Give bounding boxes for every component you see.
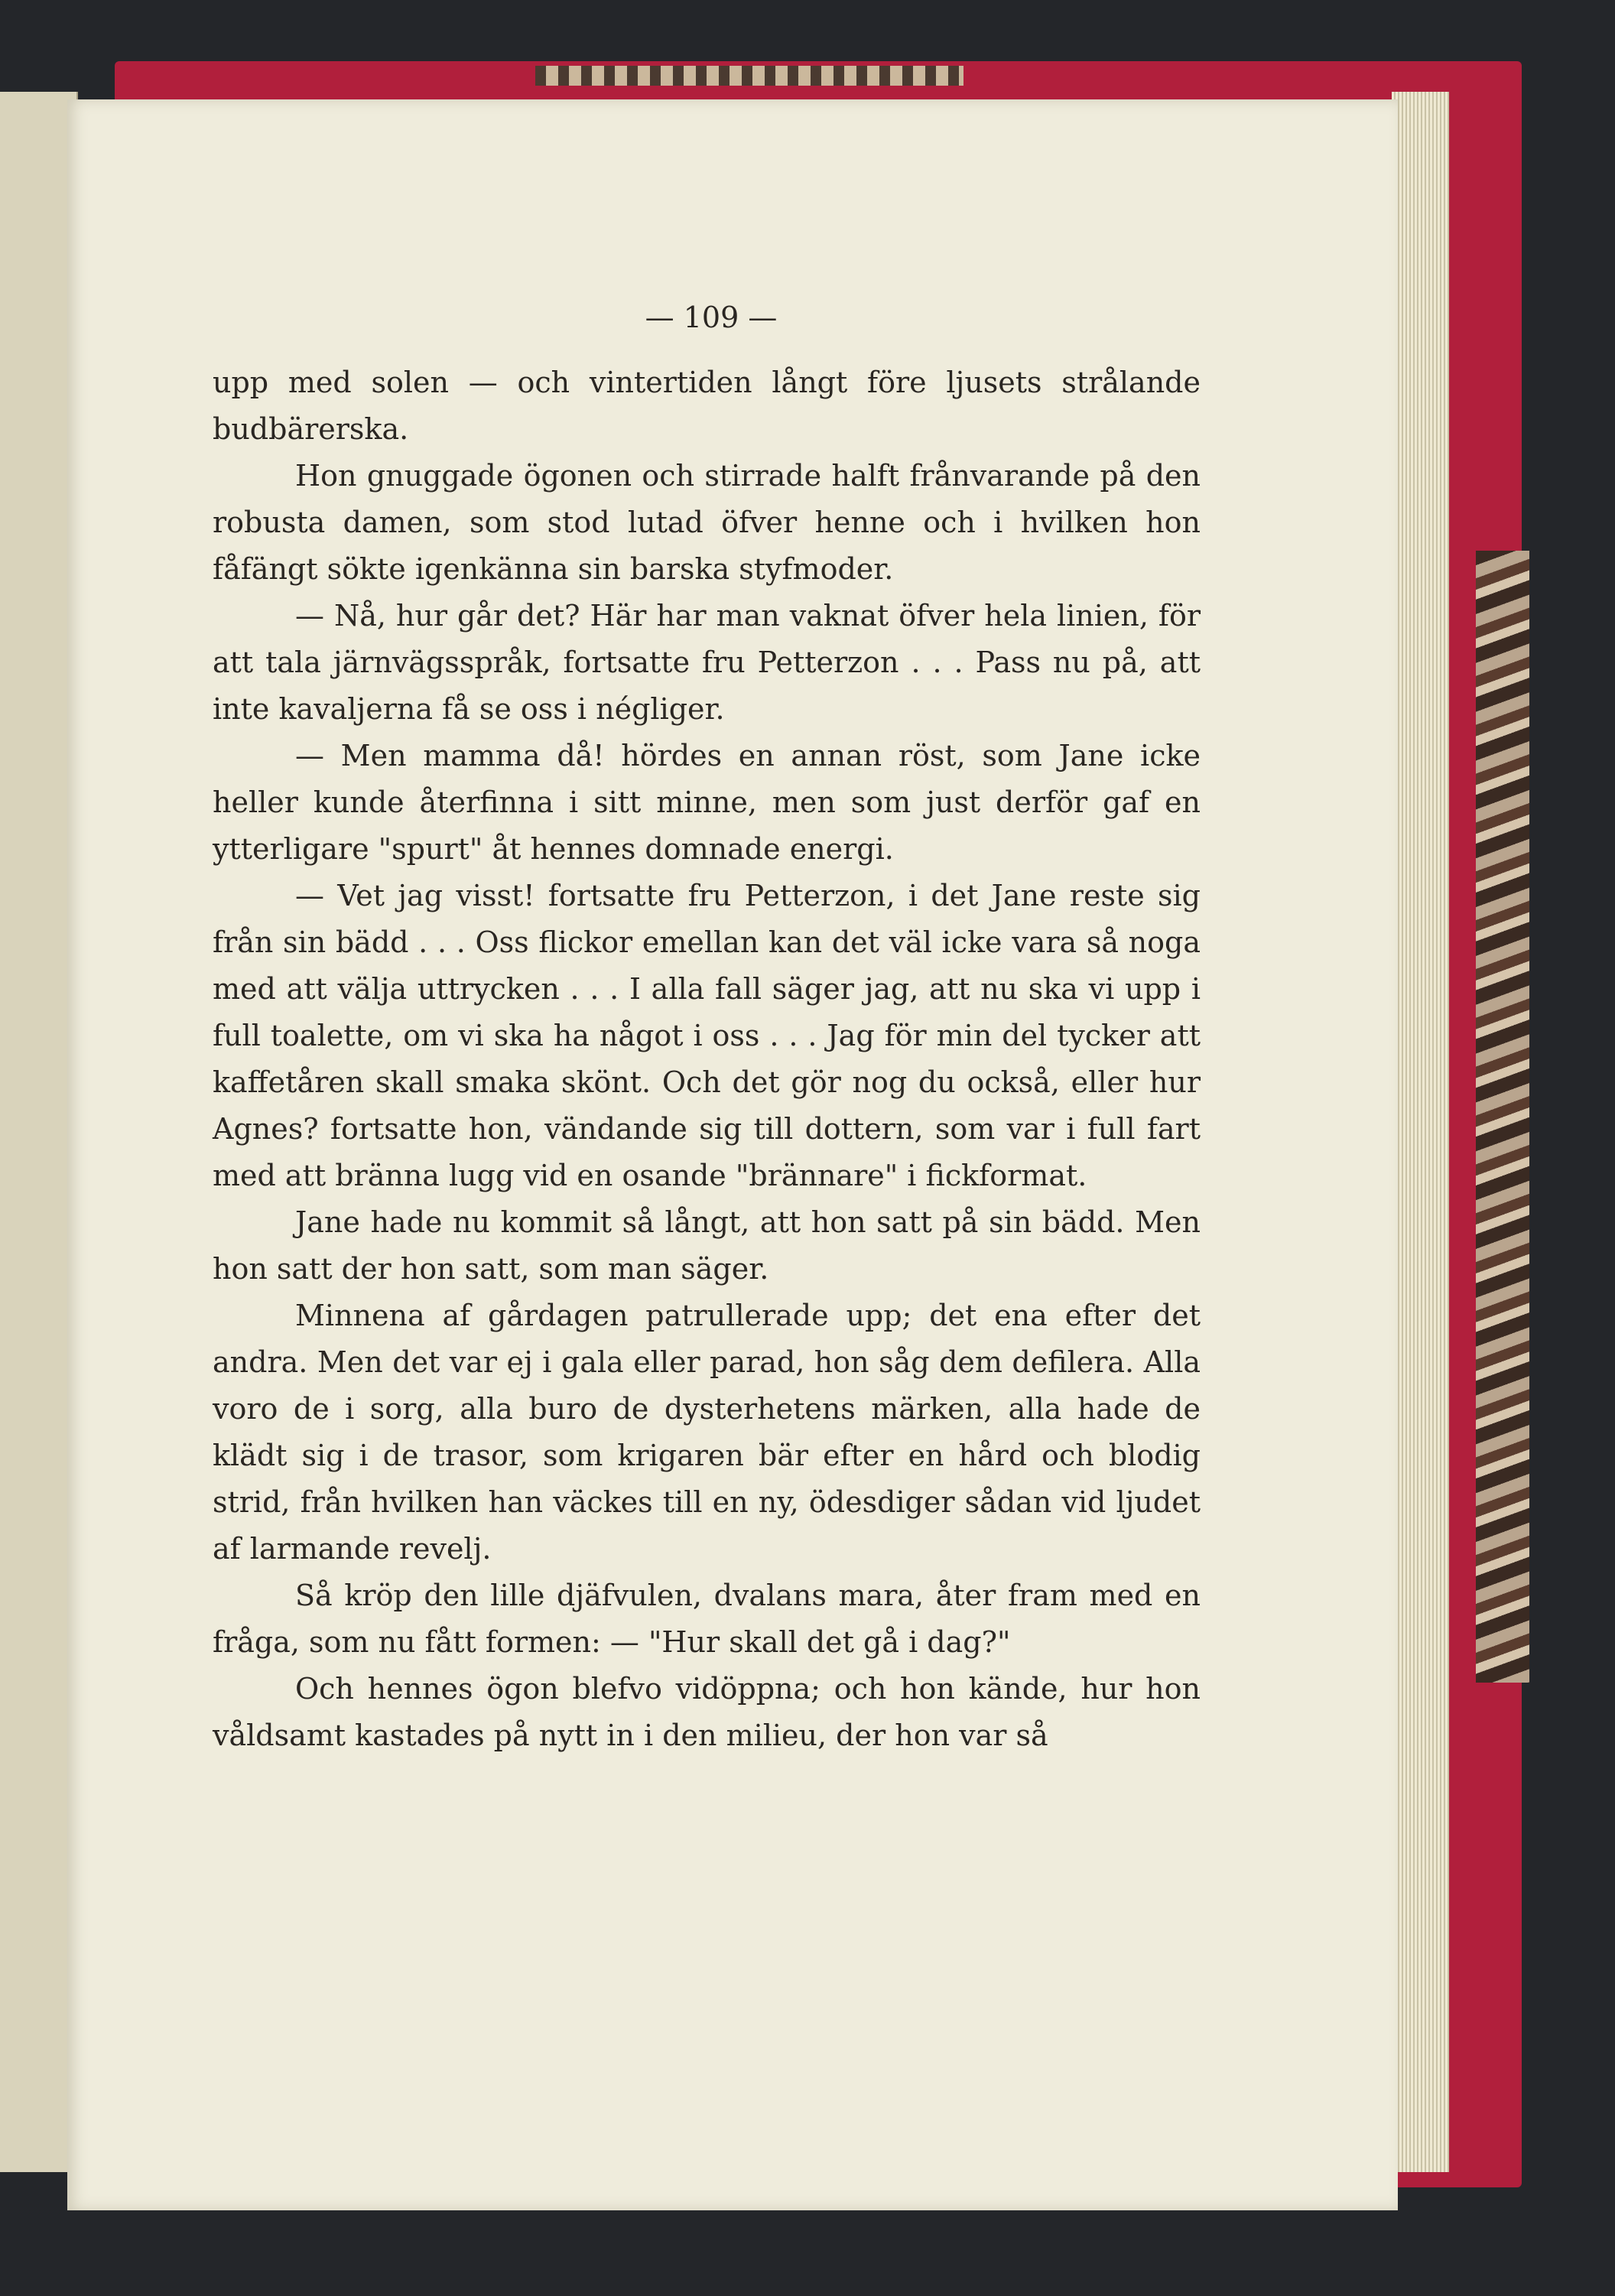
- marbled-endpaper: [1476, 551, 1529, 1683]
- paragraph: Och hennes ögon blefvo vidöppna; och hon kände, hur hon våldsamt kastades på nytt in i den milieu, der hon var så: [213, 1672, 1201, 1752]
- facing-page-edge: [0, 92, 78, 2172]
- paragraph: Så kröp den lille djäfvulen, dvalans mara, åter fram med en fråga, som nu fått formen: — "Hur skall det gå i dag?": [213, 1579, 1201, 1659]
- body-text: [213, 359, 1201, 1759]
- paragraph: — Vet jag visst! fortsatte fru Petterzon, i det Jane reste sig från sin bädd . . . Oss flickor emellan kan det väl icke vara så noga med att välja uttrycken . . . I alla fall säger jag, att nu ska vi upp i full toalette, om vi ska ha något i oss . . . Jag för min del tycker att kaffetåren skall smaka skönt. Och det gör nog du också, eller hur Agnes? fortsatte hon, vändande sig till dottern, som var i full fart med att bränna lugg vid en osande "brännare" i fickformat.: [213, 879, 1201, 1192]
- paragraph: upp med solen — och vintertiden långt före ljusets strålande budbärerska.: [213, 366, 1201, 446]
- paragraph: Minnena af gårdagen patrullerade upp; det ena efter det andra. Men det var ej i gala eller parad, hon såg dem defilera. Alla voro de i sorg, alla buro de dysterhetens märken, alla hade de klädt sig i de trasor, som krigaren bär efter en hård och blodig strid, från hvilken han väckes till en ny, ödesdiger sådan vid ljudet af larmande revelj.: [213, 1299, 1201, 1566]
- marbled-edge-top: [535, 66, 963, 86]
- paragraph: — Nå, hur går det? Här har man vaknat öfver hela linien, för att tala järnvägsspråk, fortsatte fru Petterzon . . . Pass nu på, att inte kavaljerna få se oss i négliger.: [213, 599, 1201, 726]
- paragraph: Jane hade nu kommit så långt, att hon satt på sin bädd. Men hon satt der hon satt, som man säger.: [213, 1205, 1201, 1286]
- paragraph: Hon gnuggade ögonen och stirrade halft frånvarande på den robusta damen, som stod lutad öfver henne och i hvilken hon fåfängt sökte igenkänna sin barska styfmoder.: [213, 459, 1201, 586]
- page-number: — 109 —: [645, 301, 778, 334]
- paragraph: — Men mamma då! hördes en annan röst, som Jane icke heller kunde återfinna i sitt minne, men som just derför gaf en ytterligare "spurt" åt hennes domnade energi.: [213, 739, 1201, 866]
- page-block-edges: [1392, 92, 1449, 2172]
